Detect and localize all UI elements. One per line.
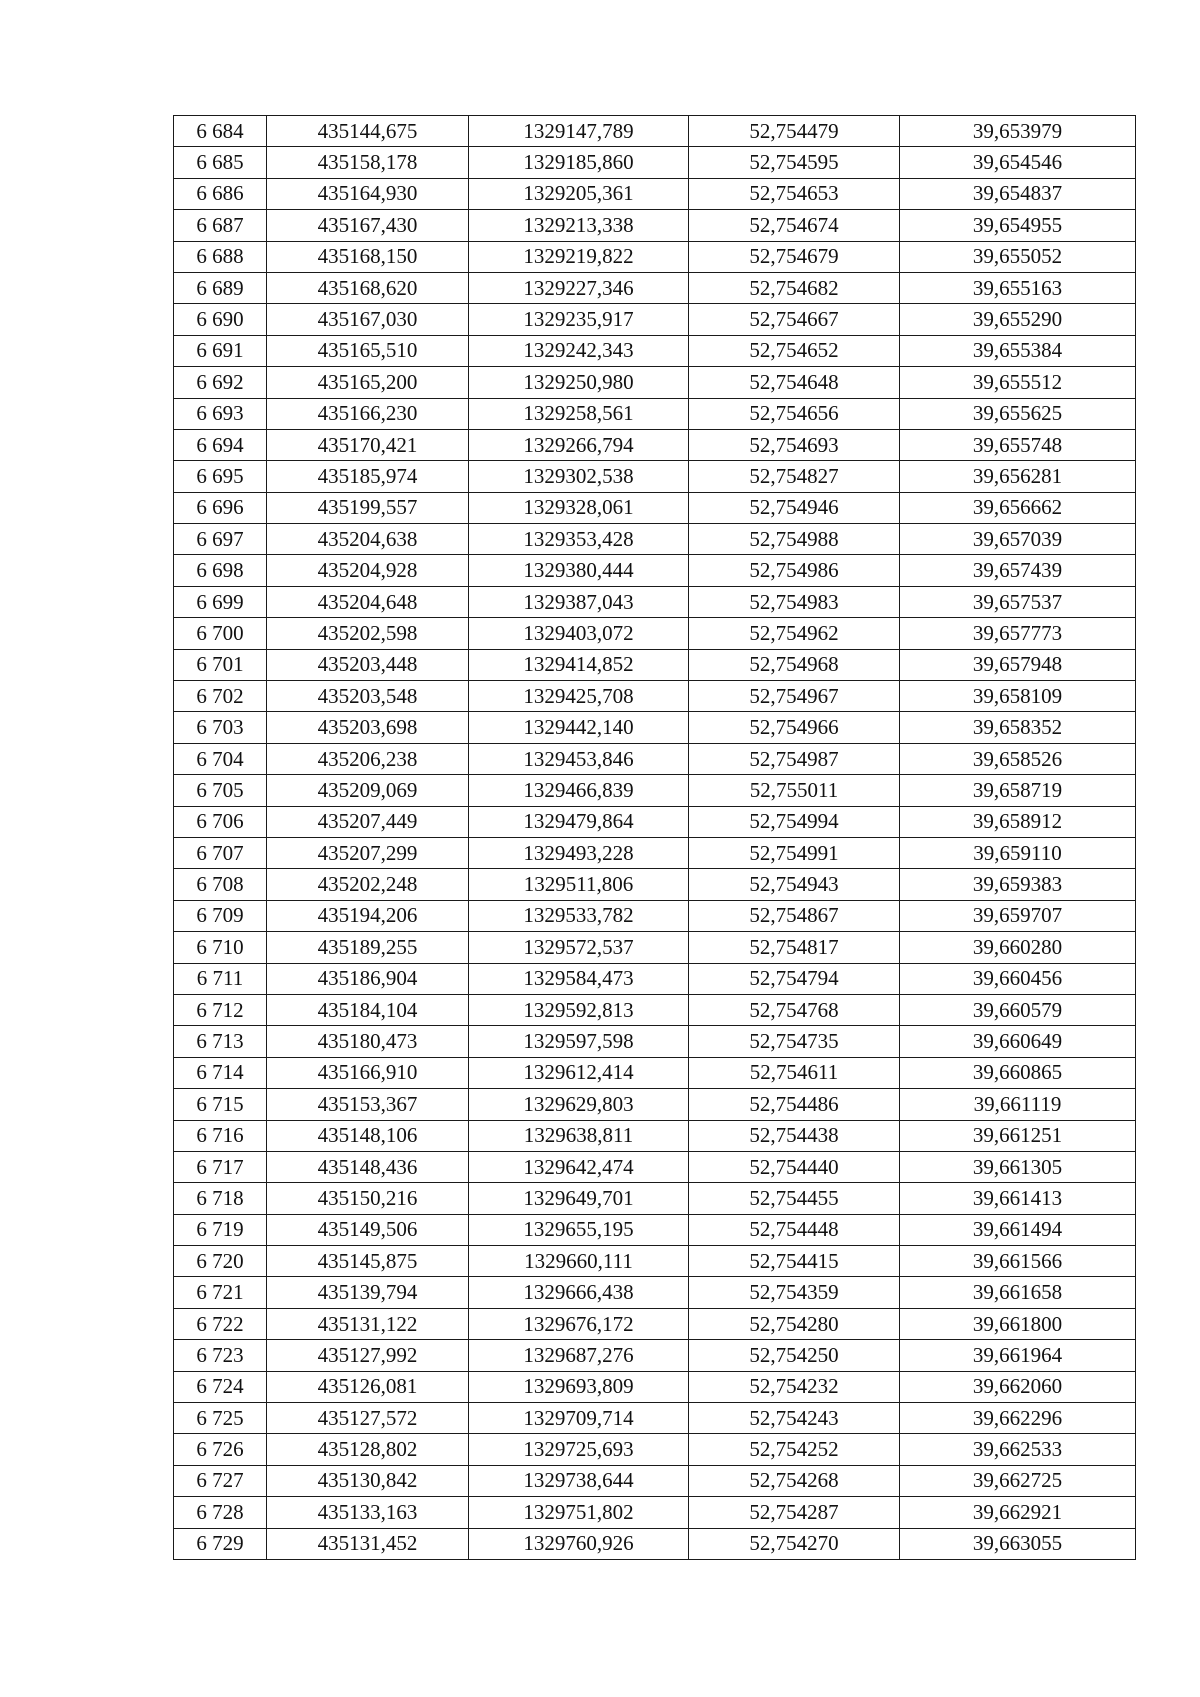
- point-number-cell: 6 693: [174, 398, 267, 429]
- point-number-cell: 6 689: [174, 272, 267, 303]
- y-coordinate-cell: 1329227,346: [469, 272, 689, 303]
- table-row: [174, 1120, 1136, 1151]
- longitude-cell: 39,662725: [900, 1465, 1136, 1496]
- y-coordinate-cell: 1329387,043: [469, 586, 689, 617]
- point-number-cell: 6 691: [174, 335, 267, 366]
- point-number-cell: 6 716: [174, 1120, 267, 1151]
- y-coordinate-cell: 1329629,803: [469, 1089, 689, 1120]
- x-coordinate-cell: 435166,910: [267, 1057, 469, 1088]
- latitude-cell: 52,754967: [689, 681, 900, 712]
- point-number-cell: 6 721: [174, 1277, 267, 1308]
- latitude-cell: 52,754674: [689, 210, 900, 241]
- latitude-cell: 52,754986: [689, 555, 900, 586]
- y-coordinate-cell: 1329738,644: [469, 1465, 689, 1496]
- x-coordinate-cell: 435203,698: [267, 712, 469, 743]
- longitude-cell: 39,663055: [900, 1528, 1136, 1559]
- y-coordinate-cell: 1329592,813: [469, 994, 689, 1025]
- x-coordinate-cell: 435207,299: [267, 837, 469, 868]
- point-number-cell: 6 719: [174, 1214, 267, 1245]
- y-coordinate-cell: 1329709,714: [469, 1403, 689, 1434]
- latitude-cell: 52,754966: [689, 712, 900, 743]
- table-row: [174, 1403, 1136, 1434]
- table-row: [174, 461, 1136, 492]
- y-coordinate-cell: 1329250,980: [469, 367, 689, 398]
- table-row: [174, 837, 1136, 868]
- table-row: [174, 586, 1136, 617]
- table-row: [174, 1151, 1136, 1182]
- latitude-cell: 52,754415: [689, 1246, 900, 1277]
- point-number-cell: 6 722: [174, 1308, 267, 1339]
- latitude-cell: 52,754448: [689, 1214, 900, 1245]
- table-row: [174, 1057, 1136, 1088]
- point-number-cell: 6 727: [174, 1465, 267, 1496]
- y-coordinate-cell: 1329266,794: [469, 429, 689, 460]
- table-row: [174, 1246, 1136, 1277]
- longitude-cell: 39,659707: [900, 900, 1136, 931]
- table-row: [174, 1434, 1136, 1465]
- coordinates-table: [173, 115, 1136, 1560]
- y-coordinate-cell: 1329584,473: [469, 963, 689, 994]
- y-coordinate-cell: 1329205,361: [469, 178, 689, 209]
- x-coordinate-cell: 435204,638: [267, 524, 469, 555]
- latitude-cell: 52,754438: [689, 1120, 900, 1151]
- y-coordinate-cell: 1329328,061: [469, 492, 689, 523]
- latitude-cell: 52,754962: [689, 618, 900, 649]
- latitude-cell: 52,754486: [689, 1089, 900, 1120]
- point-number-cell: 6 705: [174, 775, 267, 806]
- table-row: [174, 712, 1136, 743]
- x-coordinate-cell: 435167,430: [267, 210, 469, 241]
- latitude-cell: 52,754656: [689, 398, 900, 429]
- latitude-cell: 52,754595: [689, 147, 900, 178]
- table-row: [174, 1497, 1136, 1528]
- point-number-cell: 6 704: [174, 743, 267, 774]
- table-row: [174, 304, 1136, 335]
- longitude-cell: 39,654546: [900, 147, 1136, 178]
- latitude-cell: 52,754867: [689, 900, 900, 931]
- latitude-cell: 52,754768: [689, 994, 900, 1025]
- y-coordinate-cell: 1329760,926: [469, 1528, 689, 1559]
- point-number-cell: 6 707: [174, 837, 267, 868]
- longitude-cell: 39,662921: [900, 1497, 1136, 1528]
- longitude-cell: 39,654955: [900, 210, 1136, 241]
- point-number-cell: 6 699: [174, 586, 267, 617]
- latitude-cell: 52,754250: [689, 1340, 900, 1371]
- longitude-cell: 39,653979: [900, 116, 1136, 147]
- x-coordinate-cell: 435184,104: [267, 994, 469, 1025]
- latitude-cell: 52,754735: [689, 1026, 900, 1057]
- x-coordinate-cell: 435168,620: [267, 272, 469, 303]
- y-coordinate-cell: 1329612,414: [469, 1057, 689, 1088]
- table-row: [174, 806, 1136, 837]
- point-number-cell: 6 711: [174, 963, 267, 994]
- longitude-cell: 39,659383: [900, 869, 1136, 900]
- longitude-cell: 39,657439: [900, 555, 1136, 586]
- y-coordinate-cell: 1329219,822: [469, 241, 689, 272]
- latitude-cell: 52,754968: [689, 649, 900, 680]
- table-row: [174, 618, 1136, 649]
- table-row: [174, 398, 1136, 429]
- point-number-cell: 6 692: [174, 367, 267, 398]
- x-coordinate-cell: 435203,548: [267, 681, 469, 712]
- latitude-cell: 52,754994: [689, 806, 900, 837]
- latitude-cell: 52,754827: [689, 461, 900, 492]
- y-coordinate-cell: 1329649,701: [469, 1183, 689, 1214]
- table-row: [174, 210, 1136, 241]
- x-coordinate-cell: 435130,842: [267, 1465, 469, 1496]
- y-coordinate-cell: 1329235,917: [469, 304, 689, 335]
- x-coordinate-cell: 435149,506: [267, 1214, 469, 1245]
- y-coordinate-cell: 1329693,809: [469, 1371, 689, 1402]
- point-number-cell: 6 686: [174, 178, 267, 209]
- x-coordinate-cell: 435189,255: [267, 932, 469, 963]
- table-row: [174, 147, 1136, 178]
- latitude-cell: 52,754232: [689, 1371, 900, 1402]
- longitude-cell: 39,655290: [900, 304, 1136, 335]
- longitude-cell: 39,661566: [900, 1246, 1136, 1277]
- latitude-cell: 52,754946: [689, 492, 900, 523]
- longitude-cell: 39,655163: [900, 272, 1136, 303]
- latitude-cell: 52,754679: [689, 241, 900, 272]
- point-number-cell: 6 708: [174, 869, 267, 900]
- point-number-cell: 6 725: [174, 1403, 267, 1434]
- table-row: [174, 367, 1136, 398]
- longitude-cell: 39,661413: [900, 1183, 1136, 1214]
- latitude-cell: 52,754280: [689, 1308, 900, 1339]
- latitude-cell: 52,754817: [689, 932, 900, 963]
- point-number-cell: 6 696: [174, 492, 267, 523]
- latitude-cell: 52,754983: [689, 586, 900, 617]
- longitude-cell: 39,661305: [900, 1151, 1136, 1182]
- longitude-cell: 39,656662: [900, 492, 1136, 523]
- y-coordinate-cell: 1329258,561: [469, 398, 689, 429]
- x-coordinate-cell: 435203,448: [267, 649, 469, 680]
- x-coordinate-cell: 435127,572: [267, 1403, 469, 1434]
- longitude-cell: 39,661964: [900, 1340, 1136, 1371]
- table-row: [174, 1465, 1136, 1496]
- point-number-cell: 6 718: [174, 1183, 267, 1214]
- x-coordinate-cell: 435185,974: [267, 461, 469, 492]
- y-coordinate-cell: 1329442,140: [469, 712, 689, 743]
- table-row: [174, 994, 1136, 1025]
- table-row: [174, 524, 1136, 555]
- y-coordinate-cell: 1329380,444: [469, 555, 689, 586]
- latitude-cell: 52,754359: [689, 1277, 900, 1308]
- latitude-cell: 52,754252: [689, 1434, 900, 1465]
- x-coordinate-cell: 435126,081: [267, 1371, 469, 1402]
- table-row: [174, 272, 1136, 303]
- table-row: [174, 775, 1136, 806]
- y-coordinate-cell: 1329493,228: [469, 837, 689, 868]
- point-number-cell: 6 694: [174, 429, 267, 460]
- table-row: [174, 1308, 1136, 1339]
- y-coordinate-cell: 1329242,343: [469, 335, 689, 366]
- x-coordinate-cell: 435145,875: [267, 1246, 469, 1277]
- longitude-cell: 39,661251: [900, 1120, 1136, 1151]
- y-coordinate-cell: 1329655,195: [469, 1214, 689, 1245]
- x-coordinate-cell: 435209,069: [267, 775, 469, 806]
- latitude-cell: 52,754479: [689, 116, 900, 147]
- latitude-cell: 52,754270: [689, 1528, 900, 1559]
- point-number-cell: 6 715: [174, 1089, 267, 1120]
- latitude-cell: 52,754653: [689, 178, 900, 209]
- x-coordinate-cell: 435128,802: [267, 1434, 469, 1465]
- longitude-cell: 39,660649: [900, 1026, 1136, 1057]
- y-coordinate-cell: 1329660,111: [469, 1246, 689, 1277]
- y-coordinate-cell: 1329403,072: [469, 618, 689, 649]
- y-coordinate-cell: 1329597,598: [469, 1026, 689, 1057]
- x-coordinate-cell: 435186,904: [267, 963, 469, 994]
- y-coordinate-cell: 1329185,860: [469, 147, 689, 178]
- point-number-cell: 6 728: [174, 1497, 267, 1528]
- y-coordinate-cell: 1329572,537: [469, 932, 689, 963]
- x-coordinate-cell: 435204,928: [267, 555, 469, 586]
- longitude-cell: 39,660579: [900, 994, 1136, 1025]
- x-coordinate-cell: 435139,794: [267, 1277, 469, 1308]
- latitude-cell: 52,754943: [689, 869, 900, 900]
- longitude-cell: 39,657039: [900, 524, 1136, 555]
- latitude-cell: 52,754648: [689, 367, 900, 398]
- y-coordinate-cell: 1329302,538: [469, 461, 689, 492]
- y-coordinate-cell: 1329453,846: [469, 743, 689, 774]
- latitude-cell: 52,754287: [689, 1497, 900, 1528]
- latitude-cell: 52,754268: [689, 1465, 900, 1496]
- table-row: [174, 178, 1136, 209]
- point-number-cell: 6 726: [174, 1434, 267, 1465]
- table-row: [174, 649, 1136, 680]
- table-row: [174, 932, 1136, 963]
- x-coordinate-cell: 435133,163: [267, 1497, 469, 1528]
- point-number-cell: 6 710: [174, 932, 267, 963]
- point-number-cell: 6 690: [174, 304, 267, 335]
- point-number-cell: 6 729: [174, 1528, 267, 1559]
- x-coordinate-cell: 435148,106: [267, 1120, 469, 1151]
- longitude-cell: 39,660280: [900, 932, 1136, 963]
- y-coordinate-cell: 1329687,276: [469, 1340, 689, 1371]
- latitude-cell: 52,754991: [689, 837, 900, 868]
- latitude-cell: 52,754987: [689, 743, 900, 774]
- y-coordinate-cell: 1329414,852: [469, 649, 689, 680]
- latitude-cell: 52,754455: [689, 1183, 900, 1214]
- longitude-cell: 39,660456: [900, 963, 1136, 994]
- longitude-cell: 39,657773: [900, 618, 1136, 649]
- table-row: [174, 1371, 1136, 1402]
- x-coordinate-cell: 435153,367: [267, 1089, 469, 1120]
- y-coordinate-cell: 1329533,782: [469, 900, 689, 931]
- y-coordinate-cell: 1329466,839: [469, 775, 689, 806]
- x-coordinate-cell: 435168,150: [267, 241, 469, 272]
- longitude-cell: 39,655748: [900, 429, 1136, 460]
- point-number-cell: 6 723: [174, 1340, 267, 1371]
- y-coordinate-cell: 1329751,802: [469, 1497, 689, 1528]
- table-row: [174, 429, 1136, 460]
- longitude-cell: 39,655512: [900, 367, 1136, 398]
- longitude-cell: 39,659110: [900, 837, 1136, 868]
- latitude-cell: 52,754243: [689, 1403, 900, 1434]
- x-coordinate-cell: 435194,206: [267, 900, 469, 931]
- longitude-cell: 39,657948: [900, 649, 1136, 680]
- table-row: [174, 681, 1136, 712]
- table-row: [174, 1026, 1136, 1057]
- x-coordinate-cell: 435165,200: [267, 367, 469, 398]
- x-coordinate-cell: 435202,248: [267, 869, 469, 900]
- x-coordinate-cell: 435158,178: [267, 147, 469, 178]
- x-coordinate-cell: 435166,230: [267, 398, 469, 429]
- longitude-cell: 39,658526: [900, 743, 1136, 774]
- longitude-cell: 39,661494: [900, 1214, 1136, 1245]
- point-number-cell: 6 720: [174, 1246, 267, 1277]
- y-coordinate-cell: 1329213,338: [469, 210, 689, 241]
- point-number-cell: 6 697: [174, 524, 267, 555]
- x-coordinate-cell: 435204,648: [267, 586, 469, 617]
- table-row: [174, 1340, 1136, 1371]
- latitude-cell: 52,754652: [689, 335, 900, 366]
- latitude-cell: 52,754988: [689, 524, 900, 555]
- point-number-cell: 6 695: [174, 461, 267, 492]
- latitude-cell: 52,754693: [689, 429, 900, 460]
- point-number-cell: 6 684: [174, 116, 267, 147]
- table-row: [174, 1183, 1136, 1214]
- longitude-cell: 39,658352: [900, 712, 1136, 743]
- y-coordinate-cell: 1329676,172: [469, 1308, 689, 1339]
- latitude-cell: 52,755011: [689, 775, 900, 806]
- x-coordinate-cell: 435180,473: [267, 1026, 469, 1057]
- latitude-cell: 52,754440: [689, 1151, 900, 1182]
- y-coordinate-cell: 1329425,708: [469, 681, 689, 712]
- x-coordinate-cell: 435131,122: [267, 1308, 469, 1339]
- latitude-cell: 52,754794: [689, 963, 900, 994]
- y-coordinate-cell: 1329642,474: [469, 1151, 689, 1182]
- table-row: [174, 116, 1136, 147]
- coordinates-table-body: [174, 116, 1136, 1560]
- table-row: [174, 900, 1136, 931]
- point-number-cell: 6 714: [174, 1057, 267, 1088]
- longitude-cell: 39,656281: [900, 461, 1136, 492]
- longitude-cell: 39,655384: [900, 335, 1136, 366]
- point-number-cell: 6 712: [174, 994, 267, 1025]
- point-number-cell: 6 685: [174, 147, 267, 178]
- table-row: [174, 963, 1136, 994]
- x-coordinate-cell: 435167,030: [267, 304, 469, 335]
- table-row: [174, 555, 1136, 586]
- longitude-cell: 39,655625: [900, 398, 1136, 429]
- x-coordinate-cell: 435148,436: [267, 1151, 469, 1182]
- table-row: [174, 1277, 1136, 1308]
- point-number-cell: 6 717: [174, 1151, 267, 1182]
- longitude-cell: 39,662060: [900, 1371, 1136, 1402]
- longitude-cell: 39,655052: [900, 241, 1136, 272]
- x-coordinate-cell: 435164,930: [267, 178, 469, 209]
- y-coordinate-cell: 1329511,806: [469, 869, 689, 900]
- longitude-cell: 39,661658: [900, 1277, 1136, 1308]
- point-number-cell: 6 698: [174, 555, 267, 586]
- point-number-cell: 6 688: [174, 241, 267, 272]
- x-coordinate-cell: 435131,452: [267, 1528, 469, 1559]
- point-number-cell: 6 700: [174, 618, 267, 649]
- table-row: [174, 1214, 1136, 1245]
- y-coordinate-cell: 1329147,789: [469, 116, 689, 147]
- x-coordinate-cell: 435206,238: [267, 743, 469, 774]
- x-coordinate-cell: 435150,216: [267, 1183, 469, 1214]
- table-row: [174, 1089, 1136, 1120]
- longitude-cell: 39,662533: [900, 1434, 1136, 1465]
- table-row: [174, 241, 1136, 272]
- point-number-cell: 6 703: [174, 712, 267, 743]
- y-coordinate-cell: 1329638,811: [469, 1120, 689, 1151]
- table-row: [174, 869, 1136, 900]
- longitude-cell: 39,657537: [900, 586, 1136, 617]
- latitude-cell: 52,754611: [689, 1057, 900, 1088]
- table-row: [174, 492, 1136, 523]
- x-coordinate-cell: 435144,675: [267, 116, 469, 147]
- point-number-cell: 6 706: [174, 806, 267, 837]
- x-coordinate-cell: 435199,557: [267, 492, 469, 523]
- point-number-cell: 6 724: [174, 1371, 267, 1402]
- latitude-cell: 52,754682: [689, 272, 900, 303]
- longitude-cell: 39,661119: [900, 1089, 1136, 1120]
- point-number-cell: 6 709: [174, 900, 267, 931]
- y-coordinate-cell: 1329479,864: [469, 806, 689, 837]
- point-number-cell: 6 702: [174, 681, 267, 712]
- x-coordinate-cell: 435207,449: [267, 806, 469, 837]
- y-coordinate-cell: 1329353,428: [469, 524, 689, 555]
- longitude-cell: 39,660865: [900, 1057, 1136, 1088]
- longitude-cell: 39,658912: [900, 806, 1136, 837]
- table-row: [174, 1528, 1136, 1559]
- longitude-cell: 39,654837: [900, 178, 1136, 209]
- point-number-cell: 6 713: [174, 1026, 267, 1057]
- point-number-cell: 6 687: [174, 210, 267, 241]
- x-coordinate-cell: 435202,598: [267, 618, 469, 649]
- point-number-cell: 6 701: [174, 649, 267, 680]
- latitude-cell: 52,754667: [689, 304, 900, 335]
- x-coordinate-cell: 435127,992: [267, 1340, 469, 1371]
- longitude-cell: 39,658109: [900, 681, 1136, 712]
- longitude-cell: 39,658719: [900, 775, 1136, 806]
- table-row: [174, 335, 1136, 366]
- longitude-cell: 39,662296: [900, 1403, 1136, 1434]
- x-coordinate-cell: 435170,421: [267, 429, 469, 460]
- longitude-cell: 39,661800: [900, 1308, 1136, 1339]
- table-row: [174, 743, 1136, 774]
- x-coordinate-cell: 435165,510: [267, 335, 469, 366]
- y-coordinate-cell: 1329666,438: [469, 1277, 689, 1308]
- y-coordinate-cell: 1329725,693: [469, 1434, 689, 1465]
